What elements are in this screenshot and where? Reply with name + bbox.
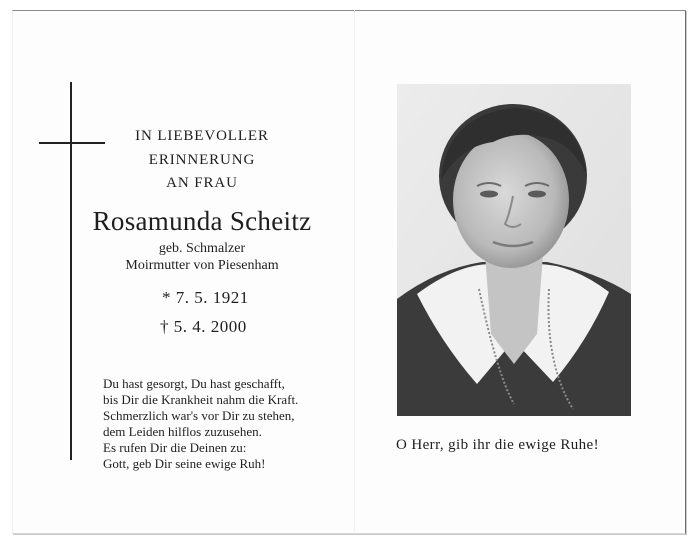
poem-line: Es rufen Dir die Deinen zu: bbox=[103, 440, 247, 455]
birth-name: geb. Schmalzer bbox=[158, 241, 246, 256]
cross-icon-vertical bbox=[70, 82, 72, 460]
heading-line-3: AN FRAU bbox=[166, 175, 238, 191]
heading-line-1: IN LIEBEVOLLER bbox=[135, 128, 269, 144]
poem-line: Du hast gesorgt, Du hast geschafft, bbox=[103, 376, 285, 391]
card-fold-line bbox=[354, 10, 355, 532]
poem-line: dem Leiden hilflos zuzusehen. bbox=[103, 424, 262, 439]
deceased-title: Moirmutter von Piesenham bbox=[125, 258, 279, 273]
poem-line: bis Dir die Krankheit nahm die Kraft. bbox=[103, 392, 299, 407]
prayer-text: O Herr, gib ihr die ewige Ruhe! bbox=[396, 437, 599, 453]
death-date: † 5. 4. 2000 bbox=[160, 317, 247, 336]
deceased-name: Rosamunda Scheitz bbox=[92, 206, 312, 236]
poem-line: Schmerzlich war's vor Dir zu stehen, bbox=[103, 408, 295, 423]
portrait-photo bbox=[397, 84, 631, 416]
birth-date: * 7. 5. 1921 bbox=[162, 288, 249, 307]
heading-line-2: ERINNERUNG bbox=[148, 152, 256, 168]
cross-icon-horizontal bbox=[39, 142, 105, 144]
poem-line: Gott, geb Dir seine ewige Ruh! bbox=[103, 456, 266, 471]
